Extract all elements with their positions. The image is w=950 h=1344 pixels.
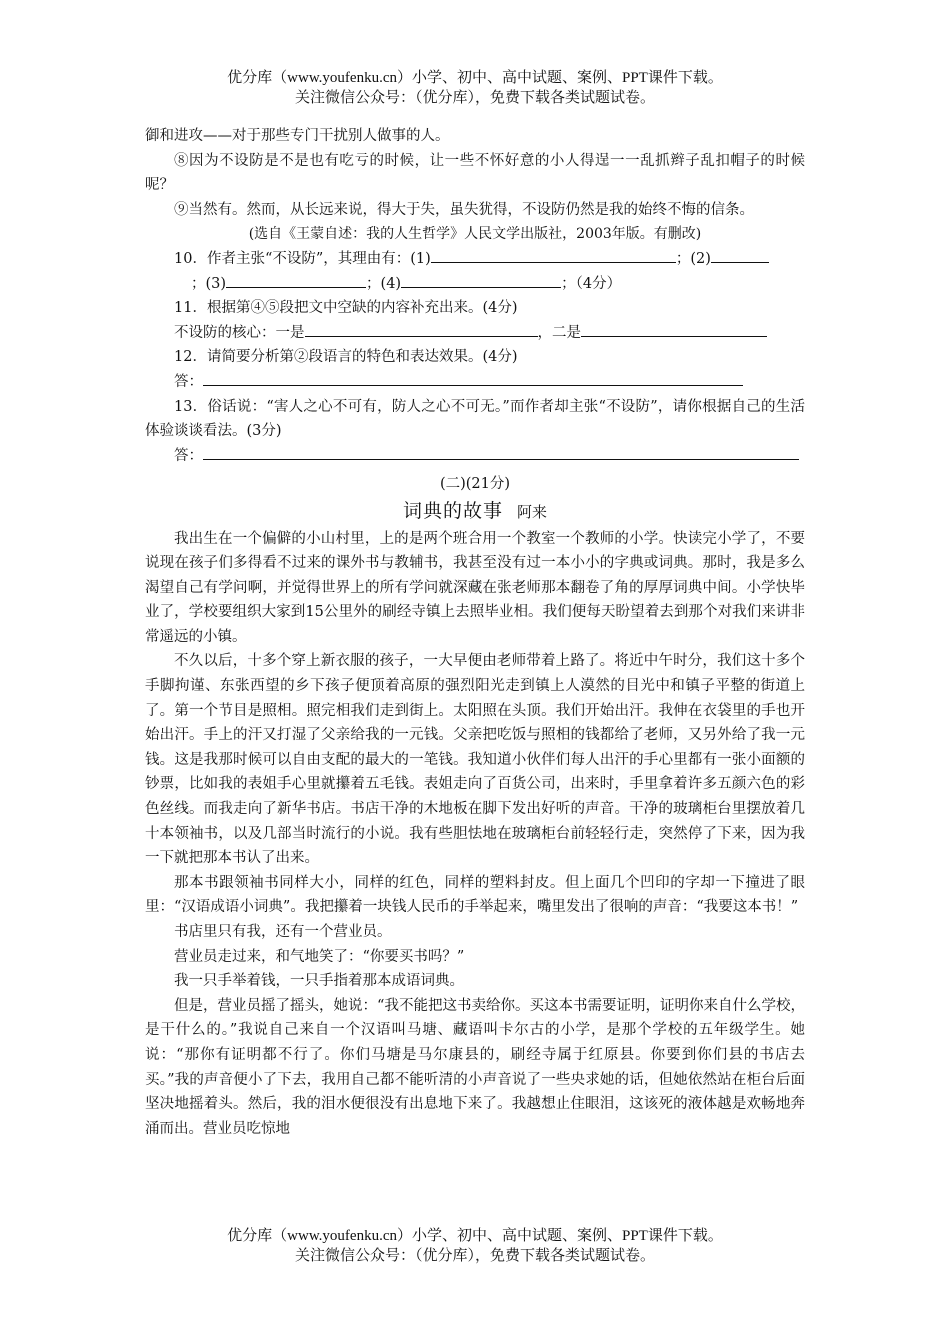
story-author: 阿来: [517, 502, 548, 521]
question-12: 12．请简要分析第②段语言的特色和表达效果。(4分): [174, 349, 518, 366]
question-10-score: ；（4分）: [561, 275, 622, 292]
answer-blank-10-3[interactable]: [226, 272, 366, 288]
answer-blank-10-2[interactable]: [711, 247, 769, 263]
question-11-two: ，二是: [537, 324, 581, 341]
header-line-1: 优分库（www.youfenku.cn）小学、初中、高中试题、案例、PPT课件下载。: [227, 70, 723, 86]
question-10-label-3: ；(3): [191, 275, 227, 292]
question-13-answer: [145, 444, 805, 469]
story-title: [145, 499, 805, 525]
paragraph-9: ⑨当然有。然而，从长远来说，得大于失，虽失犹得，不设防仍然是我的始终不悔的信条。: [174, 201, 754, 218]
document-body: [145, 124, 805, 1141]
question-10-label-4: ；(4): [366, 275, 402, 292]
answer-label-12: 答：: [174, 373, 203, 390]
page-header: [0, 68, 950, 108]
question-11-core: 不设防的核心：一是: [174, 324, 305, 341]
story-paragraph-5: 营业员走过来，和气地笑了：“你要买书吗？”: [174, 948, 465, 965]
question-10-label-2: ；(2): [675, 250, 711, 267]
story-paragraph-2: 不久以后，十多个穿上新衣服的孩子，一大早便由老师带着上路了。将近中午时分，我们这十多个手脚拘谨、东张西望的乡下孩子便顶着高原的强烈阳光走到镇上人漠然的目光中和镇子平整的街道上了。第一个节目是照相。照完相我们走到街上。太阳照在头顶。我们开始出汗。我伸在衣袋里的手也开始出汗。手上的汗又打湿了父亲给我的一元钱。父亲把吃饭与照相的钱都给了老师，又另外给了我一元钱。这是我那时候可以自由支配的最大的一笔钱。我知道小伙伴们每人出汗的手心里都有一张小面额的钞票，比如我的表姐手心里就攥着五毛钱。表姐走向了百货公司，出来时，手里拿着许多五颜六色的彩色丝线。而我走向了新华书店。书店干净的木地板在脚下发出好听的声音。干净的玻璃柜台里摆放着几十本领袖书，以及几部当时流行的小说。我有些胆怯地在玻璃柜台前轻轻行走，突然停了下来，因为我一下就把那本书认了出来。: [145, 653, 805, 867]
question-12-answer: [145, 370, 805, 395]
question-10: [145, 247, 805, 272]
answer-blank-11-1[interactable]: [305, 321, 538, 337]
question-10-text: 10．作者主张“不设防”，其理由有：(1): [174, 250, 431, 267]
page-footer: [0, 1226, 950, 1266]
paragraph-8: ⑧因为不设防是不是也有吃亏的时候，让一些不怀好意的小人得逞一一乱抓辫子乱扣帽子的时候呢？: [145, 152, 805, 194]
question-10-cont: [145, 272, 805, 297]
answer-blank-10-1[interactable]: [431, 247, 676, 263]
answer-blank-11-2[interactable]: [581, 321, 767, 337]
answer-blank-12[interactable]: [203, 370, 743, 386]
story-paragraph-4: 书店里只有我，还有一个营业员。: [174, 924, 392, 940]
question-13: 13．俗话说：“害人之心不可有，防人之心不可无。”而作者却主张“不设防”，请你根据自己的生活体验谈谈看法。(3分): [145, 398, 805, 440]
question-11-answer: [145, 321, 805, 346]
story-paragraph-7: 但是，营业员摇了摇头，她说：“我不能把这书卖给你。买这本书需要证明，证明你来自什么学校，是干什么的。”我说自己来自一个汉语叫马塘、藏语叫卡尔古的小学，是那个学校的五年级学生。她说：“那你有证明都不行了。你们马塘是马尔康县的，刷经寺属于红原县。你要到你们县的书店去买。”我的声音便小了下去，我用自己都不能听清的小声音说了一些央求她的话，但她依然站在柜台后面坚决地摇着头。然后，我的泪水便很没有出息地下来了。我越想止住眼泪，这该死的液体越是欢畅地奔涌而出。营业员吃惊地: [145, 997, 805, 1137]
story-paragraph-1: 我出生在一个偏僻的小山村里，上的是两个班合用一个教室一个教师的小学。快读完小学了，不要说现在孩子们多得看不过来的课外书与教辅书，我甚至没有过一本小小的字典或词典。那时，我是多么渴望自己有学问啊，并觉得世界上的所有学问就深藏在张老师那本翻卷了角的厚厚词典中间。小学快毕业了，学校要组织大家到15公里外的刷经寺镇上去照毕业相。我们便每天盼望着去到那个对我们来讲非常遥远的小镇。: [145, 530, 805, 645]
footer-line-2: 关注微信公众号：（优分库），免费下载各类试题试卷。: [294, 1248, 655, 1264]
answer-label-13: 答：: [174, 447, 203, 464]
paragraph-continued: 御和进攻——对于那些专门干扰别人做事的人。: [145, 128, 450, 144]
answer-blank-13[interactable]: [203, 444, 799, 460]
source-citation: (选自《王蒙自述：我的人生哲学》人民文学出版社，2003年版。有删改): [248, 226, 702, 243]
answer-blank-10-4[interactable]: [401, 272, 561, 288]
question-11: 11．根据第④⑤段把文中空缺的内容补充出来。(4分): [174, 300, 518, 317]
header-line-2: 关注微信公众号：（优分库），免费下载各类试题试卷。: [294, 90, 655, 106]
story-paragraph-6: 我一只手举着钱，一只手指着那本成语词典。: [174, 973, 464, 990]
section-heading: (二)(21分): [439, 476, 511, 493]
story-title-text: 词典的故事: [402, 499, 503, 522]
story-paragraph-3: 那本书跟领袖书同样大小，同样的红色，同样的塑料封皮。但上面几个凹印的字却一下撞进了眼里：“汉语成语小词典”。我把攥着一块钱人民币的手举起来，嘴里发出了很响的声音：“我要这本书！”: [145, 874, 805, 916]
footer-line-1: 优分库（www.youfenku.cn）小学、初中、高中试题、案例、PPT课件下载。: [227, 1228, 723, 1244]
